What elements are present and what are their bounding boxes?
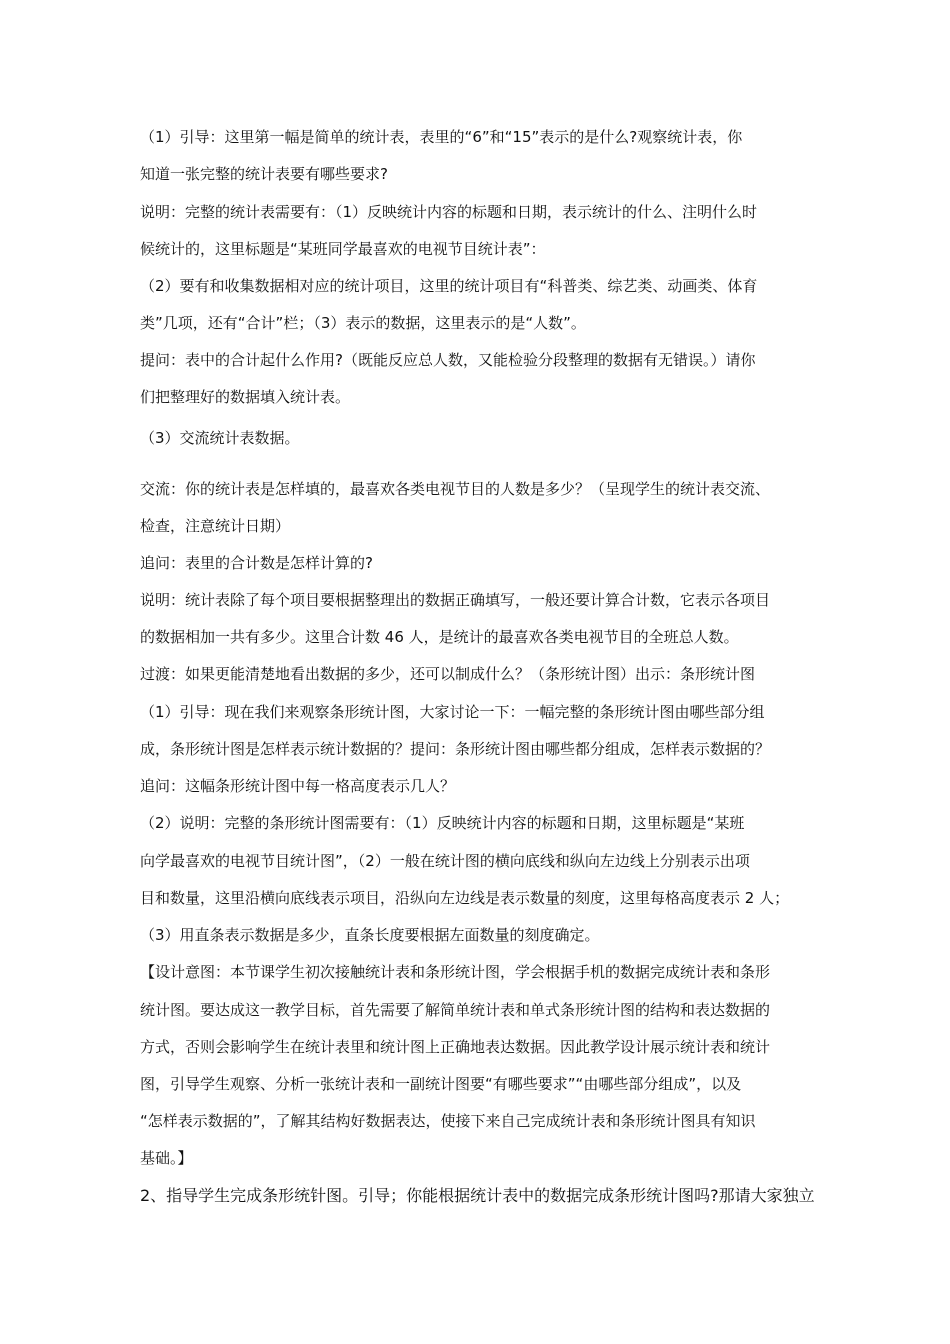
text-line: 成，条形统计图是怎样表示统计数据的？提问：条形统计图由哪些都分组成，怎样表示数据的？ [140, 740, 771, 758]
text-line: 统计图。要达成这一教学目标，首先需要了解简单统计表和单式条形统计图的结构和表达数据的 [140, 1001, 771, 1019]
text-line: 候统计的，这里标题是“某班同学最喜欢的电视节目统计表”： [140, 240, 546, 258]
text-line: 知道一张完整的统计表要有哪些要求? [140, 165, 388, 183]
text-line: 提问：表中的合计起什么作用?（既能反应总人数，又能检验分段整理的数据有无错误。）请你 [140, 351, 756, 369]
text-line: （1）引导：这里第一幅是简单的统计表，表里的“6”和“15”表示的是什么?观察统计表，你 [140, 128, 743, 146]
text-line: （1）引导：现在我们来观察条形统计图，大家讨论一下：一幅完整的条形统计图由哪些部分组 [140, 703, 765, 721]
text-line: 说明：完整的统计表需要有：（1）反映统计内容的标题和日期，表示统计的什么、注明什么时 [140, 203, 758, 221]
text-line: 说明：统计表除了每个项目要根据整理出的数据正确填写，一般还要计算合计数，它表示各项目 [140, 591, 771, 609]
text-line: 交流：你的统计表是怎样填的，最喜欢各类电视节目的人数是多少？（呈现学生的统计表交流、 [140, 480, 771, 498]
text-line: 们把整理好的数据填入统计表。 [140, 388, 351, 406]
text-line: 向学最喜欢的电视节目统计图”，（2）一般在统计图的横向底线和纵向左边线上分别表示出项 [140, 852, 750, 870]
text-line: “怎样表示数据的”，了解其结构好数据表达，使接下来自己完成统计表和条形统计图具有知识 [140, 1112, 756, 1130]
text-line: 类”几项，还有“合计”栏；（3）表示的数据，这里表示的是“人数”。 [140, 314, 586, 332]
text-line: （2）说明：完整的条形统计图需要有：（1）反映统计内容的标题和日期，这里标题是“某班 [140, 814, 745, 832]
text-line: （3）用直条表示数据是多少，直条长度要根据左面数量的刻度确定。 [140, 926, 600, 944]
text-line: （2）要有和收集数据相对应的统计项目，这里的统计项目有“科普类、综艺类、动画类、体育 [140, 277, 758, 295]
text-line: 【设计意图：本节课学生初次接触统计表和条形统计图，学会根据手机的数据完成统计表和条形 [140, 963, 771, 981]
text-line: 的数据相加一共有多少。这里合计数 46 人，是统计的最喜欢各类电视节目的全班总人数。 [140, 628, 739, 646]
text-line: （3）交流统计表数据。 [140, 429, 300, 447]
text-line: 追问：表里的合计数是怎样计算的? [140, 554, 373, 572]
text-line: 检查，注意统计日期） [140, 517, 291, 535]
text-line: 2、指导学生完成条形统针图。引导；你能根据统计表中的数据完成条形统计图吗?那请大家独立 [140, 1186, 815, 1205]
text-line: 方式，否则会影响学生在统计表里和统计图上正确地表达数据。因此教学设计展示统计表和统计 [140, 1038, 771, 1056]
text-line: 目和数量，这里沿横向底线表示项目，沿纵向左边线是表示数量的刻度，这里每格高度表示 2 人； [140, 889, 790, 907]
text-line: 基础。】 [140, 1149, 193, 1167]
text-line: 图，引导学生观察、分析一张统计表和一副统计图要“有哪些要求”“由哪些部分组成”，以及 [140, 1075, 742, 1093]
text-line: 追问：这幅条形统计图中每一格高度表示几人？ [140, 777, 456, 795]
text-line: 过渡：如果更能清楚地看出数据的多少，还可以制成什么？（条形统计图）出示：条形统计图 [140, 665, 756, 683]
